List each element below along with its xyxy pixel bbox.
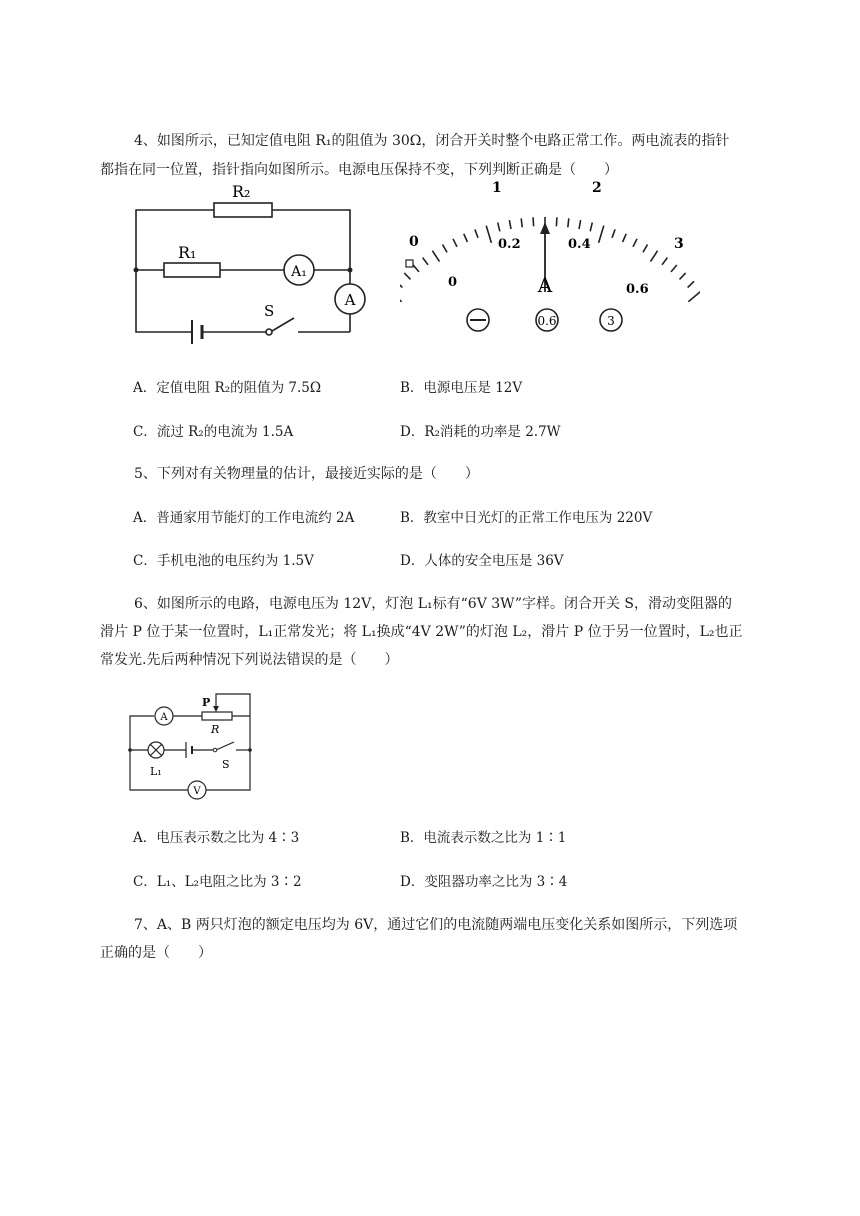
dial-tick (590, 223, 592, 232)
scale-bottom-0.4: 0.4 (568, 237, 591, 252)
a-label: A (344, 291, 356, 309)
dial-tick (671, 265, 677, 272)
dial-tick (633, 239, 637, 247)
dial-tick (509, 220, 511, 229)
scale-bottom-0.2: 0.2 (498, 237, 521, 252)
a-label: A (160, 712, 168, 723)
q5-option-a[interactable]: A．普通家用节能灯的工作电流约 2A (133, 510, 355, 526)
scale-top-2: 2 (592, 180, 602, 196)
dial-tick (464, 234, 468, 242)
dial-tick (556, 217, 557, 226)
q4-option-d[interactable]: D．R₂消耗的功率是 2.7W (400, 424, 561, 440)
dial-tick (404, 273, 410, 280)
r1-resistor (164, 263, 220, 277)
dial-tick (443, 245, 448, 253)
dial-tick (533, 217, 534, 226)
q6-option-a[interactable]: A．电压表示数之比为 4∶3 (133, 830, 300, 846)
switch-s (266, 329, 272, 335)
q4-option-b[interactable]: B．电源电压是 12V (400, 380, 523, 396)
dial-tick (612, 229, 615, 237)
scale-top-0: 0 (409, 234, 419, 250)
scale-top-1: 1 (492, 180, 502, 196)
dial-tick (579, 220, 581, 229)
dial-tick (432, 251, 439, 262)
q4-circuit-diagram (126, 178, 376, 350)
s-label: S (222, 758, 230, 771)
dial-tick (651, 251, 658, 262)
q5-option-b[interactable]: B．教室中日光灯的正常工作电压为 220V (400, 510, 653, 526)
scale-bottom-0: 0 (448, 275, 458, 290)
dial-tick (453, 239, 457, 247)
terminal-3: 3 (607, 314, 615, 328)
q4-option-a[interactable]: A．定值电阻 R₂的阻值为 7.5Ω (133, 380, 322, 396)
dial-tick (400, 281, 402, 287)
dial-tick (475, 229, 478, 237)
q5-option-c[interactable]: C．手机电池的电压约为 1.5V (133, 553, 314, 569)
dial-tick (486, 226, 491, 243)
q6-line-1: 6、如图所示的电路，电源电压为 12V，灯泡 L₁标有“6V 3W”字样。闭合开关 S，滑动变阻器的 (134, 596, 733, 612)
terminal-0.6: 0.6 (537, 314, 557, 328)
r1-label: R₁ (178, 243, 197, 262)
q4-line-2: 都指在同一位置，指针指向如图所示。电源电压保持不变，下列判断正确是（ ） (100, 162, 618, 178)
l1-label: L₁ (150, 765, 162, 778)
v-label: V (193, 786, 201, 797)
dial-tick (643, 245, 648, 253)
p-label: P (202, 696, 211, 709)
dial-tick (413, 265, 419, 272)
q6-line-3: 常发光.先后两种情况下列说法错误的是（ ） (100, 652, 399, 668)
r-label: R (211, 723, 220, 736)
q5-line-1: 5、下列对有关物理量的估计，最接近实际的是（ ） (134, 466, 479, 482)
dial-tick (680, 273, 686, 280)
dial-tick (423, 258, 428, 265)
scale-top-3: 3 (674, 236, 684, 252)
dial-tick (498, 223, 500, 232)
q4-line-1: 4、如图所示，已知定值电阻 R₁的阻值为 30Ω，闭合开关时整个电路正常工作。两电流表的指针 (134, 133, 730, 149)
r2-label: R₂ (232, 182, 251, 201)
q6-circuit-diagram (126, 686, 262, 804)
r2-resistor (214, 203, 272, 217)
dial-tick (568, 218, 569, 227)
dial-tick (623, 234, 627, 242)
q7-line-2: 正确的是（ ） (100, 945, 212, 961)
a1-label: A₁ (291, 264, 307, 280)
ammeter-dial (400, 172, 700, 344)
q5-option-d[interactable]: D．人体的安全电压是 36V (400, 553, 564, 569)
dial-tick (521, 218, 522, 227)
dial-tick (400, 290, 402, 302)
dial-tick (688, 281, 695, 287)
s-label: S (264, 302, 275, 320)
dial-tick (599, 226, 604, 243)
q6-option-c[interactable]: C．L₁、L₂电阻之比为 3∶2 (133, 874, 302, 890)
q6-option-d[interactable]: D．变阻器功率之比为 3∶4 (400, 874, 568, 890)
q6-option-b[interactable]: B．电流表示数之比为 1∶1 (400, 830, 567, 846)
scale-bottom-0.6: 0.6 (626, 282, 649, 297)
dial-tick (688, 290, 700, 302)
q7-line-1: 7、A、B 两只灯泡的额定电压均为 6V，通过它们的电流随两端电压变化关系如图所示，下列选项 (134, 917, 738, 933)
dial-tick (662, 258, 667, 265)
q4-option-c[interactable]: C．流过 R₂的电流为 1.5A (133, 424, 294, 440)
unit-label: A (537, 273, 553, 297)
q6-line-2: 滑片 P 位于某一位置时，L₁正常发光；将 L₁换成“4V 2W”的灯泡 L₂，滑片 P 位于另一位置时，L₂也正 (100, 624, 743, 640)
